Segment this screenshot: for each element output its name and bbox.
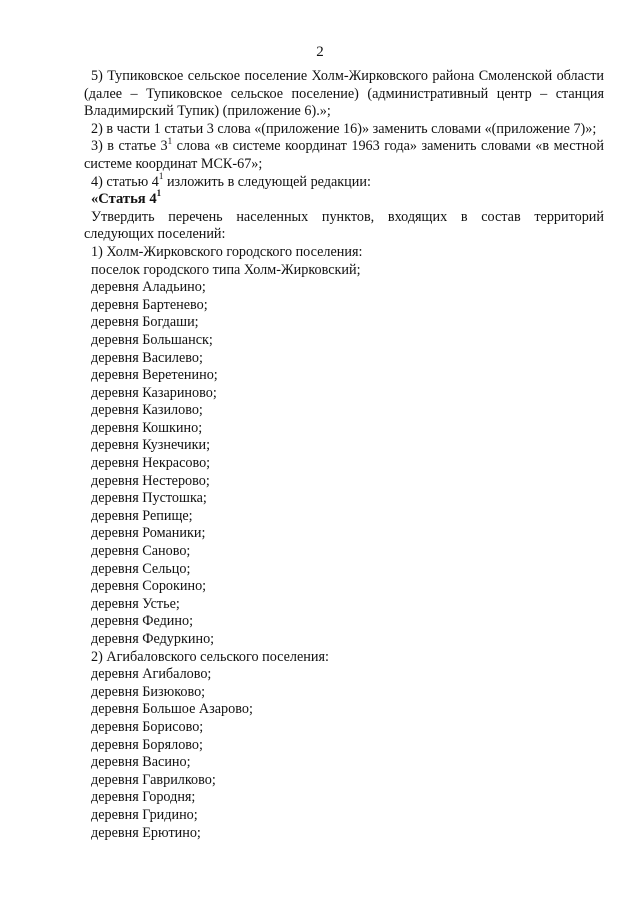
- settlement-list-item: деревня Казилово;: [91, 402, 203, 419]
- document-body: [84, 68, 604, 842]
- settlement-list-item: деревня Сельцо;: [91, 560, 191, 577]
- settlement-list-item: деревня Васино;: [91, 754, 191, 771]
- amendment-3-text: [84, 135, 604, 173]
- settlement-list-item: деревня Федино;: [91, 613, 194, 630]
- settlement-list-item: деревня Кузнечики;: [91, 437, 211, 454]
- settlement-list-item: деревня Пустошка;: [91, 490, 207, 507]
- settlement-1-list: [84, 262, 604, 649]
- settlement-list-item: деревня Бизюково;: [91, 683, 206, 700]
- settlement-list-item: деревня Саново;: [91, 543, 191, 560]
- settlement-2-list: [84, 666, 604, 842]
- settlement-list-item: деревня Нестерово;: [91, 472, 210, 489]
- settlement-list-item: деревня Романики;: [91, 525, 206, 542]
- amendment-4-superscript: 1: [158, 170, 164, 181]
- settlement-list-item: поселок городского типа Холм-Жирковский;: [91, 261, 361, 278]
- settlement-list-item: деревня Гаврилково;: [91, 771, 216, 788]
- settlement-list-item: деревня Кошкино;: [91, 419, 203, 436]
- settlement-list-item: деревня Большанск;: [91, 331, 213, 348]
- settlement-list-item: деревня Казариново;: [91, 384, 217, 401]
- settlement-list-item: деревня Агибалово;: [91, 666, 212, 683]
- settlement-list-item: деревня Большое Азарово;: [91, 701, 253, 718]
- page-number: 2: [316, 44, 324, 60]
- amendment-5-text: 5) Тупиковское сельское поселение Холм-Жирковского района Смоленской области (далее – Тупиковское сельское поселение) (административный центр – станция Владимирский Тупик) (приложение 6).»;: [84, 68, 604, 120]
- settlement-list-item: деревня Богдаши;: [91, 314, 199, 331]
- amendment-2-text: 2) в части 1 статьи 3 слова «(приложение 16)» заменить словами «(приложение 7)»;: [91, 120, 597, 137]
- article-heading-superscript: 1: [156, 188, 162, 199]
- settlement-list-item: деревня Борялово;: [91, 736, 203, 753]
- settlement-list-item: деревня Некрасово;: [91, 455, 211, 472]
- settlement-list-item: деревня Ерютино;: [91, 824, 201, 841]
- settlement-list-item: деревня Веретенино;: [91, 367, 218, 384]
- settlement-list-item: деревня Бартенево;: [91, 296, 208, 313]
- settlement-2-title: 2) Агибаловского сельского поселения:: [91, 648, 329, 665]
- amendment-3-part1: 3) в статье 3: [91, 138, 168, 155]
- settlement-list-item: деревня Устье;: [91, 595, 180, 612]
- settlement-1-title: 1) Холм-Жирковского городского поселения:: [91, 243, 363, 260]
- amendment-3-part2: слова «в системе координат 1963 года» заменить словами «в местной системе координат МСК-67»;: [84, 138, 604, 172]
- settlement-list-item: деревня Городня;: [91, 789, 196, 806]
- settlement-list-item: деревня Федуркино;: [91, 631, 215, 647]
- article-heading-text: «Статья 4: [91, 191, 157, 208]
- amendment-4-part2: изложить в следующей редакции:: [163, 173, 371, 190]
- amendment-3-superscript: 1: [167, 135, 173, 146]
- amendment-4-text: [84, 170, 604, 192]
- settlement-list-item: деревня Репище;: [91, 507, 193, 524]
- article-heading: [84, 188, 604, 209]
- settlement-list-item: деревня Борисово;: [91, 718, 204, 735]
- settlement-list-item: деревня Василево;: [91, 349, 203, 366]
- settlement-list-item: деревня Сорокино;: [91, 578, 207, 595]
- approve-text: Утвердить перечень населенных пунктов, входящих в состав территорий следующих поселений:: [84, 208, 604, 243]
- amendment-4-part1: 4) статью 4: [91, 173, 159, 190]
- settlement-list-item: деревня Аладьино;: [91, 279, 206, 296]
- settlement-list-item: деревня Гридино;: [91, 806, 198, 823]
